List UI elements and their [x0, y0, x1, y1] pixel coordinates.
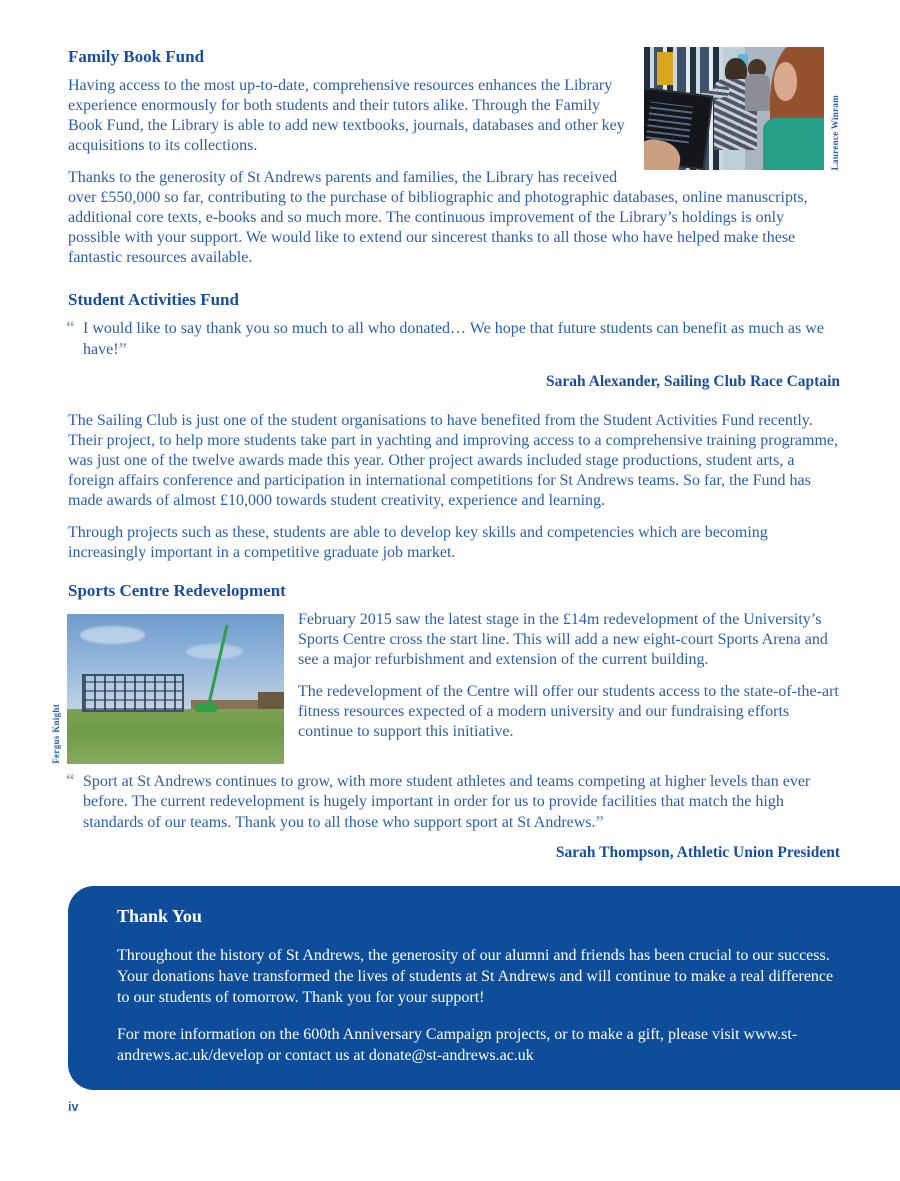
- thank-you-paragraph-2: For more information on the 600th Anniversary Campaign projects, or to make a gift, please visit www.st-andrews.ac.uk/develop or contact us at donate@st-andrews.ac.uk: [117, 1026, 798, 1064]
- close-quote-mark: ”: [595, 812, 605, 831]
- construction-photo-credit: Fergus Knight: [51, 704, 61, 764]
- library-photo-credit: Laurence Winram: [830, 94, 840, 170]
- page-number: iv: [68, 1100, 79, 1114]
- open-quote-mark: “: [66, 770, 75, 789]
- student-paragraph-1: The Sailing Club is just one of the student organisations to have benefited from the Student Activities Fund recently. Their project, to help more students take part in yachting and improving access to a comprehensive training programme, was just one of the twelve awards made this year. Other project awards included stage productions, student arts, a foreign affairs conference and participation in international competitions for St Andrews teams. So far, the Fund has made awards of almost £10,000 towards student creativity, experience and learning.: [68, 412, 838, 509]
- library-photo-block: [644, 47, 840, 170]
- sailing-quote: [68, 319, 840, 360]
- library-photo: [644, 47, 824, 170]
- family-book-fund-section: [68, 47, 840, 268]
- thank-you-box: [68, 886, 900, 1090]
- student-activities-heading: Student Activities Fund: [68, 290, 239, 309]
- sports-paragraph-2: The redevelopment of the Centre will offer our students access to the state-of-the-art fitness resources expected of a modern university and our fundraising efforts continue to support this initiative.: [298, 683, 839, 740]
- sports-centre-section: [51, 581, 840, 862]
- student-activities-section: [68, 290, 840, 563]
- sports-quote: [68, 772, 840, 833]
- construction-photo: [67, 614, 284, 764]
- open-quote-mark: “: [66, 317, 75, 336]
- family-paragraph-1: Having access to the most up-to-date, comprehensive resources enhances the Library experience enormously for both students and their tutors alike. Through the Family Book Fund, the Library is able to add new textbooks, journals, databases and other key acquisitions to its collections.: [68, 77, 625, 154]
- family-book-fund-heading: Family Book Fund: [68, 47, 205, 66]
- family-paragraph-2: Thanks to the generosity of St Andrews parents and families, the Library has received over £550,000 so far, contributing to the purchase of bibliographic and photographic databases, online manuscripts, additional core texts, e-books and so much more. The continuous improvement of the Library’s holdings is only possible with your support. We would like to extend our sincerest thanks to all those who have helped make these fantastic resources available.: [68, 169, 808, 266]
- sports-centre-heading: Sports Centre Redevelopment: [68, 581, 286, 600]
- thank-you-heading: Thank You: [117, 906, 202, 926]
- sailing-quote-attribution: Sarah Alexander, Sailing Club Race Captain: [546, 373, 840, 390]
- sailing-quote-text: I would like to say thank you so much to all who donated… We hope that future students can benefit as much as we have!: [83, 320, 824, 358]
- close-quote-mark: ”: [118, 339, 128, 358]
- sports-quote-text: Sport at St Andrews continues to grow, with more student athletes and teams competing at higher levels than ever before. The current redevelopment is hugely important in order for us to provide facilities that match the high standards of our teams. Thank you to all those who support sport at St Andrews.: [83, 773, 811, 831]
- sports-quote-attribution: Sarah Thompson, Athletic Union President: [555, 844, 840, 861]
- thank-you-paragraph-1: Throughout the history of St Andrews, the generosity of our alumni and friends has been crucial to our success. Your donations have transformed the lives of students at St Andrews and will continue to make a real difference to our students of tomorrow. Thank you for your support!: [117, 947, 834, 1006]
- sports-paragraph-1: February 2015 saw the latest stage in the £14m redevelopment of the University’s Sports Centre cross the start line. This will add a new eight-court Sports Arena and see a major refurbishment and extension of the current building.: [298, 611, 828, 668]
- construction-photo-block: [52, 614, 284, 764]
- student-paragraph-2: Through projects such as these, students are able to develop key skills and competencies which are becoming increasingly important in a competitive graduate job market.: [68, 524, 768, 561]
